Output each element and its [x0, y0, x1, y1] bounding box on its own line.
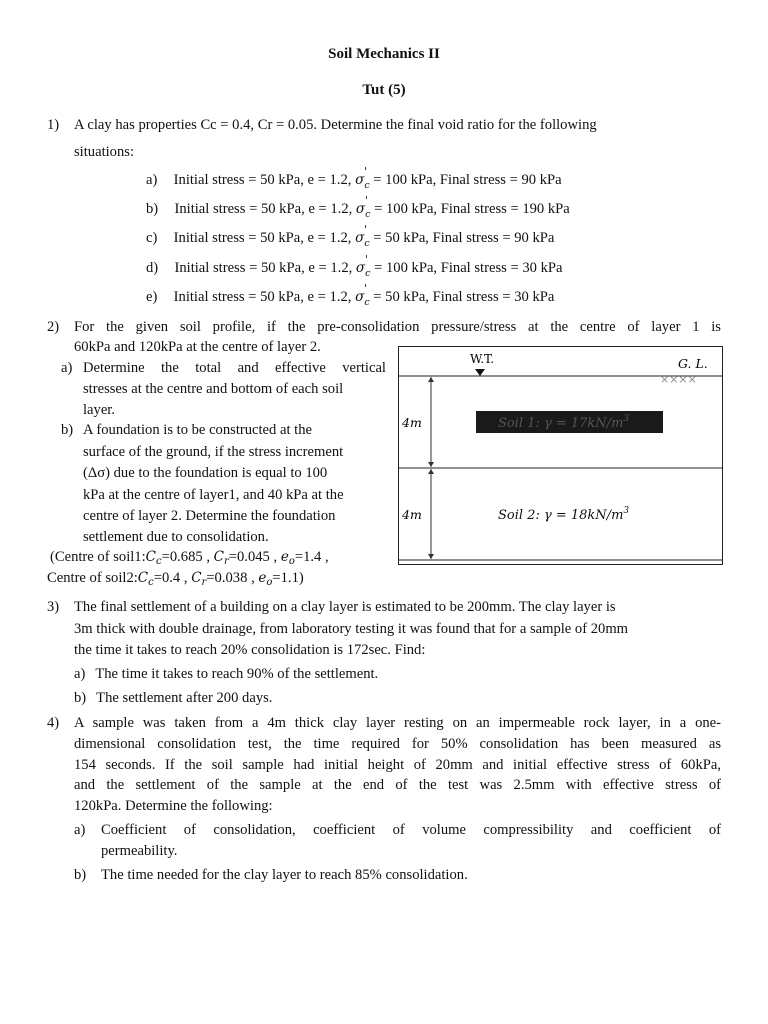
q2b-line: centre of layer 2. Determine the foundation: [83, 508, 336, 524]
q4b-letter: b): [74, 867, 87, 883]
soil2-properties: Centre of $soil2:C_c=0.4$ , $C_r=0.038$ , $e_o=1.1$): [47, 570, 304, 588]
q4-text-line: 154 seconds. If the soil sample had initial height of 20mm and initial effective stress of 60kPa,: [74, 757, 721, 773]
item-text-post: = 50 kPa, Final stress = 90 kPa: [369, 230, 555, 246]
item-text-post: = 100 kPa, Final stress = 90 kPa: [369, 172, 562, 188]
item-letter: e): [146, 289, 158, 305]
ground-level-label: G. L.: [678, 356, 708, 371]
soil-profile-diagram: [398, 346, 724, 566]
soil1-label: Soil 1: $\gamma = 17kN/m^3$: [498, 414, 630, 431]
q4a-line2: permeability.: [101, 843, 178, 859]
q3-text-line2: 3m thick with double drainage, from laboratory testing it was found that for a sample of 20mm: [74, 621, 629, 637]
q2b-line: settlement due to consolidation.: [83, 529, 269, 545]
item-text-pre: Initial stress = 50 kPa, e = 1.2,: [173, 172, 356, 188]
list-item: [146, 194, 570, 224]
q4a-line1: Coefficient of consolidation, coefficient of volume compressibility and coefficient of: [101, 822, 721, 838]
list-item: [146, 253, 563, 283]
q1-text-line2: situations:: [74, 144, 134, 160]
q2b-line: kPa at the centre of layer1, and 40 kPa at the: [83, 487, 344, 503]
list-item: [74, 665, 378, 683]
q2-number: 2): [47, 319, 60, 335]
q1-number: 1): [47, 117, 60, 133]
q2b-line: surface of the ground, if the stress increment: [83, 444, 344, 460]
item-text: The settlement after 200 days.: [96, 690, 273, 706]
q1-text-line1: A clay has properties Cc = 0.4, Cr = 0.05. Determine the final void ratio for the following: [74, 117, 597, 133]
q4-text-line: and the settlement of the sample at the end of the test was 2.5mm with effective stress of: [74, 777, 721, 793]
q2b-letter: b): [61, 422, 74, 438]
item-text-post: = 50 kPa, Final stress = 30 kPa: [369, 289, 555, 305]
q4-number: 4): [47, 715, 60, 731]
q4-text-line: A sample was taken from a 4m thick clay layer resting on an impermeable rock layer, in a one-: [74, 715, 721, 731]
q3-text-line1: The final settlement of a building on a clay layer is estimated to be 200mm. The clay layer is: [74, 599, 616, 615]
q3-number: 3): [47, 599, 60, 615]
item-letter: d): [146, 260, 159, 276]
item-letter: c): [146, 230, 158, 246]
item-text-post: = 100 kPa, Final stress = 190 kPa: [370, 201, 570, 217]
item-text-pre: Initial stress = 50 kPa, e = 1.2,: [174, 260, 356, 276]
q2-text-line1: For the given soil profile, if the pre-consolidation pressure/stress at the centre of layer 1 is: [74, 319, 721, 335]
sigma-c-prime: $\sigma_c$ ': [355, 194, 371, 220]
item-letter: b): [74, 690, 87, 706]
item-text-pre: Initial stress = 50 kPa, e = 1.2,: [173, 289, 356, 305]
q2a-line: stresses at the centre and bottom of each soil: [83, 381, 344, 397]
sigma-c-prime: $\sigma_c$ ': [355, 223, 370, 249]
q2b-line: A foundation is to be constructed at the: [83, 422, 312, 438]
layer1-thickness: 4m: [402, 415, 422, 430]
item-text-pre: Initial stress = 50 kPa, e = 1.2,: [174, 201, 356, 217]
q4b-line1: The time needed for the clay layer to reach 85% consolidation.: [101, 867, 468, 883]
q4-text-line: 120kPa. Determine the following:: [74, 798, 273, 814]
q2a-letter: a): [61, 360, 73, 376]
sigma-c-prime: $\sigma_c$ ': [355, 165, 370, 191]
item-letter: a): [146, 172, 158, 188]
item-text-pre: Initial stress = 50 kPa, e = 1.2,: [173, 230, 356, 246]
item-text-post: = 100 kPa, Final stress = 30 kPa: [370, 260, 563, 276]
soil1-properties: (Centre of $soil1:C_c=0.685$ , $C_r=0.045$ , $e_o=1.4$ ,: [50, 549, 329, 567]
list-item: [74, 689, 272, 707]
page-title: Soil Mechanics II: [328, 46, 440, 62]
list-item: [146, 282, 555, 312]
layer2-thickness: 4m: [402, 507, 422, 522]
sigma-c-prime: $\sigma_c$ ': [355, 253, 371, 279]
page-subtitle: Tut (5): [362, 82, 406, 98]
q4a-letter: a): [74, 822, 86, 838]
q2a-line: layer.: [83, 402, 116, 418]
q2a-line: Determine the total and effective vertical: [83, 360, 386, 376]
q2b-line: (Δσ) due to the foundation is equal to 100: [83, 465, 328, 481]
water-table-marker: [475, 369, 485, 376]
q2-text-line2: 60kPa and 120kPa at the centre of layer 2.: [74, 339, 321, 355]
sigma-c-prime: $\sigma_c$ ': [355, 282, 370, 308]
q4-text-line: dimensional consolidation test, the time required for 50% consolidation has been measured as: [74, 736, 721, 752]
list-item: [146, 223, 555, 253]
item-letter: b): [146, 201, 159, 217]
item-letter: a): [74, 666, 86, 682]
soil2-label: Soil 2: $\gamma = 18kN/m^3$: [498, 506, 630, 523]
water-table-label: W.T.: [470, 352, 495, 366]
q3-text-line3: the time it takes to reach 20% consolidation is 172sec. Find:: [74, 642, 426, 658]
ground-hatch: ××××: [660, 373, 697, 386]
item-text: The time it takes to reach 90% of the settlement.: [95, 666, 379, 682]
list-item: [146, 165, 562, 195]
